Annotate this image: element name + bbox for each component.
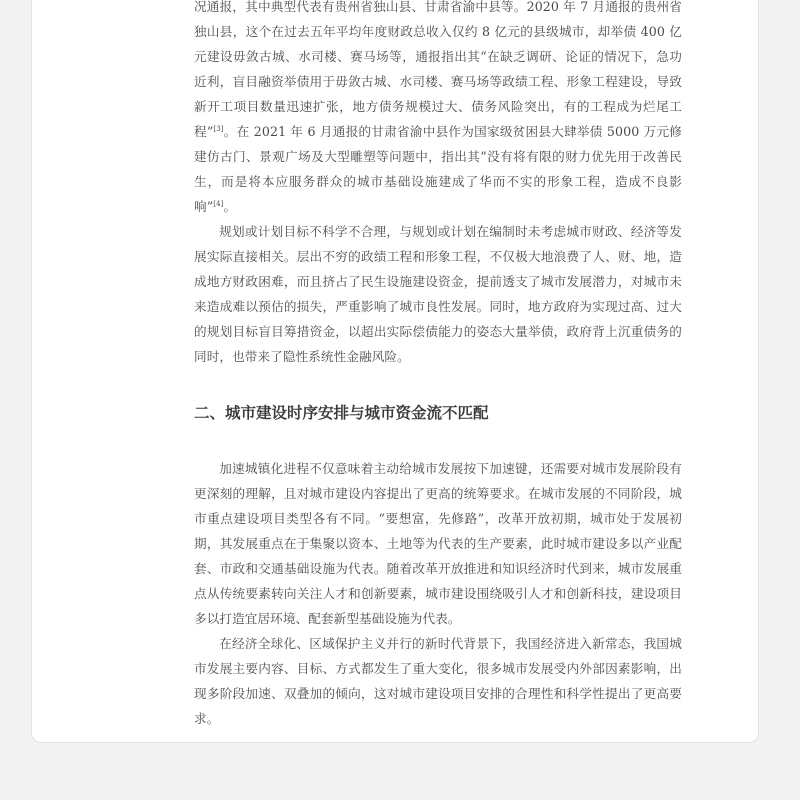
section-heading: 二、城市建设时序安排与城市资金流不匹配 [194, 403, 489, 422]
paragraph-2: 规划或计划目标不科学不合理，与规划或计划在编制时未考虑城市财政、经济等发展实际直接相关。层出不穷的政绩工程和形象工程，不仅极大地浪费了人、财、地，造成地方财政困难，而且挤占了民生设施建设资金，提前透支了城市发展潜力，对城市未来造成难以预估的损失，严重影响了城市良性发展。同时，地方政府为实现过高、过大的规划目标盲目筹措资金，以超出实际偿债能力的姿态大量举债，政府背上沉重债务的同时，也带来了隐性系统性金融风险。 [194, 224, 682, 364]
article-body [194, 0, 682, 731]
citation-ref[interactable]: [3] [213, 124, 224, 133]
document-page [31, 0, 759, 743]
paragraph-4: 在经济全球化、区域保护主义并行的新时代背景下，我国经济进入新常态，我国城市发展主要内容、目标、方式都发生了重大变化，很多城市发展受内外部因素影响，出现多阶段加速、双叠加的倾向，这对城市建设项目安排的合理性和科学性提出了更高要求。 [194, 636, 682, 726]
paragraph-3: 加速城镇化进程不仅意味着主动给城市发展按下加速键，还需要对城市发展阶段有更深刻的理解，且对城市建设内容提出了更高的统筹要求。在城市发展的不同阶段，城市重点建设项目类型各有不同。“要想富，先修路”，改革开放初期，城市处于发展初期，其发展重点在于集聚以资本、土地等为代表的生产要素，此时城市建设多以产业配套、市政和交通基础设施为代表。随着改革开放推进和知识经济时代到来，城市发展重点从传统要素转向关注人才和创新要素，城市建设围绕吸引人才和创新科技，建设项目多以打造宜居环境、配套新型基础设施为代表。 [194, 461, 682, 626]
citation-ref[interactable]: [4] [213, 199, 224, 208]
paragraph-1: 况通报，其中典型代表有贵州省独山县、甘肃省渝中县等。2020 年 7 月通报的贵州省独山县，这个在过去五年平均年度财政总收入仅约 8 亿元的县级城市，却举债 400 亿元建设毋敛古城、水司楼、赛马场等，通报指出其“在缺乏调研、论证的情况下，急功近利，盲目融资举债用于毋敛古城、水司楼、赛马场等政绩工程、形象工程建设，导致新开工项目数量迅速扩张，地方债务规模过大、债务风险突出，有的工程成为烂尾工程”[3]。在 2021 年 6 月通报的甘肃省渝中县作为国家级贫困县大肆举债 5000 万元修建仿古门、景观广场及大型雕塑等问题中，指出其“没有将有限的财力优先用于改善民生，而是将本应服务群众的城市基础设施建成了华而不实的形象工程，造成不良影响”[4]。 [194, 0, 682, 214]
